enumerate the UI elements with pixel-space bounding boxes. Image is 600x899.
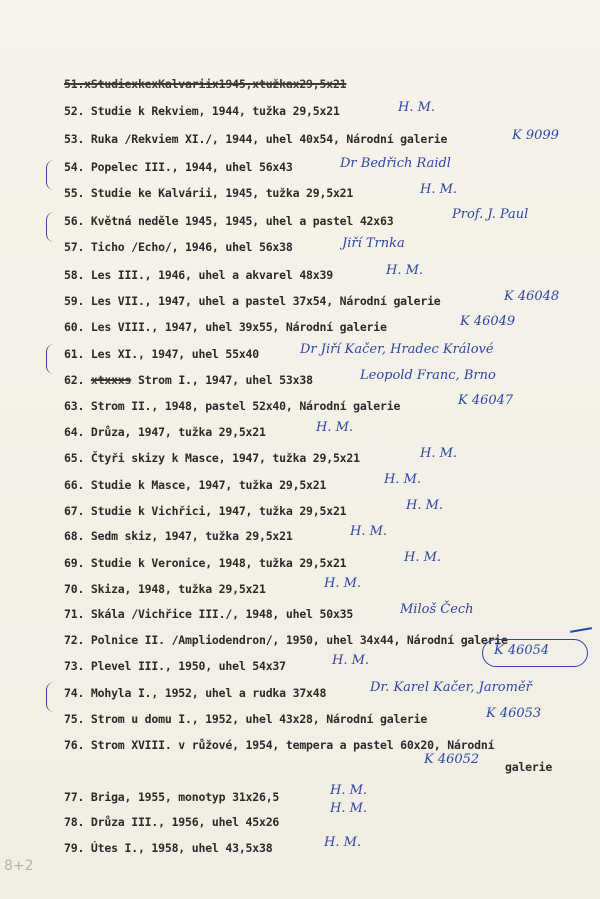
entry-68: 68. Sedm skiz, 1947, tužka 29,5x21 xyxy=(64,529,293,543)
note-64: H. M. xyxy=(316,420,354,435)
margin-bracket xyxy=(46,682,57,712)
note-67: H. M. xyxy=(406,498,444,513)
entry-70: 70. Skiza, 1948, tužka 29,5x21 xyxy=(64,582,266,596)
entry-76-continuation: galerie xyxy=(505,760,553,774)
note-74: Dr. Karel Kačer, Jaroměř xyxy=(370,680,532,695)
entry-58: 58. Les III., 1946, uhel a akvarel 48x39 xyxy=(64,268,333,282)
entry-71: 71. Skála /Vichřice III./, 1948, uhel 50x35 xyxy=(64,607,354,621)
note-57: Jiří Trnka xyxy=(342,236,405,251)
entry-52: 52. Studie k Rekviem, 1944, tužka 29,5x21 xyxy=(64,104,340,118)
note-76: K 46052 xyxy=(424,752,480,767)
entry-62 xyxy=(64,373,313,387)
entry-79: 79. Útes I., 1958, uhel 43,5x38 xyxy=(64,841,273,855)
note-52: H. M. xyxy=(398,100,436,115)
note-69: H. M. xyxy=(404,550,442,565)
entry-73: 73. Plevel III., 1950, uhel 54x37 xyxy=(64,659,286,673)
entry-77: 77. Briga, 1955, monotyp 31x26,5 xyxy=(64,790,280,804)
note-56: Prof. J. Paul xyxy=(452,207,529,222)
note-66: H. M. xyxy=(384,472,422,487)
note-65: H. M. xyxy=(420,446,458,461)
pencil-mark: 8+2 xyxy=(4,858,34,874)
note-77: H. M. xyxy=(330,783,368,798)
entry-59: 59. Les VII., 1947, uhel a pastel 37x54, Národní galerie xyxy=(64,294,441,308)
entry-55: 55. Studie ke Kalvárii, 1945, tužka 29,5x21 xyxy=(64,186,354,200)
entry-72: 72. Polnice II. /Ampliodendron/, 1950, uhel 34x44, Národní galerie xyxy=(64,633,508,647)
note-68: H. M. xyxy=(350,524,388,539)
note-70: H. M. xyxy=(324,576,362,591)
entry-62-text: Strom I., 1947, uhel 53x38 xyxy=(131,373,313,387)
entry-67: 67. Studie k Vichřici, 1947, tužka 29,5x21 xyxy=(64,504,347,518)
entry-63: 63. Strom II., 1948, pastel 52x40, Národní galerie xyxy=(64,399,401,413)
note-60: K 46049 xyxy=(460,314,516,329)
entry-75: 75. Strom u domu I., 1952, uhel 43x28, Národní galerie xyxy=(64,712,428,726)
entry-62-struck: xtxxxs xyxy=(90,373,132,387)
annotation-arrow xyxy=(570,627,592,632)
entry-74: 74. Mohyla I., 1952, uhel a rudka 37x48 xyxy=(64,686,327,700)
note-58: H. M. xyxy=(386,263,424,278)
note-73: H. M. xyxy=(332,653,370,668)
entry-76: 76. Strom XVIII. v růžové, 1954, tempera a pastel 60x20, Národní xyxy=(64,738,495,752)
note-62: Leopold Franc, Brno xyxy=(360,368,496,383)
note-54: Dr Bedřich Raidl xyxy=(340,156,451,171)
entry-54: 54. Popelec III., 1944, uhel 56x43 xyxy=(64,160,293,174)
entry-56: 56. Květná neděle 1945, 1945, uhel a pastel 42x63 xyxy=(64,214,394,228)
note-53: K 9099 xyxy=(512,128,559,143)
note-78: H. M. xyxy=(330,801,368,816)
entry-60: 60. Les VIII., 1947, uhel 39x55, Národní galerie xyxy=(64,320,387,334)
note-72: K 46054 xyxy=(494,643,550,658)
margin-bracket xyxy=(46,160,57,190)
note-75: K 46053 xyxy=(486,706,542,721)
note-55: H. M. xyxy=(420,182,458,197)
entry-64: 64. Drůza, 1947, tužka 29,5x21 xyxy=(64,425,266,439)
note-79: H. M. xyxy=(324,835,362,850)
entry-57: 57. Ticho /Echo/, 1946, uhel 56x38 xyxy=(64,240,293,254)
entry-65: 65. Čtyři skizy k Masce, 1947, tužka 29,5x21 xyxy=(64,451,360,465)
entry-69: 69. Studie k Veronice, 1948, tužka 29,5x21 xyxy=(64,556,347,570)
entry-62-number: 62. xyxy=(64,373,91,387)
note-59: K 46048 xyxy=(504,289,560,304)
entry-78: 78. Drůza III., 1956, uhel 45x26 xyxy=(64,815,280,829)
margin-bracket xyxy=(46,344,57,374)
note-61: Dr Jiří Kačer, Hradec Králové xyxy=(300,342,494,357)
entry-53: 53. Ruka /Rekviem XI./, 1944, uhel 40x54, Národní galerie xyxy=(64,132,448,146)
entry-61: 61. Les XI., 1947, uhel 55x40 xyxy=(64,347,259,361)
note-63: K 46047 xyxy=(458,393,514,408)
struck-header-line: 51.xStudiexkexKalvariix1945,xtužkax29,5x21 xyxy=(64,77,347,91)
margin-bracket xyxy=(46,212,57,242)
note-71: Miloš Čech xyxy=(400,602,474,617)
entry-66: 66. Studie k Masce, 1947, tužka 29,5x21 xyxy=(64,478,327,492)
